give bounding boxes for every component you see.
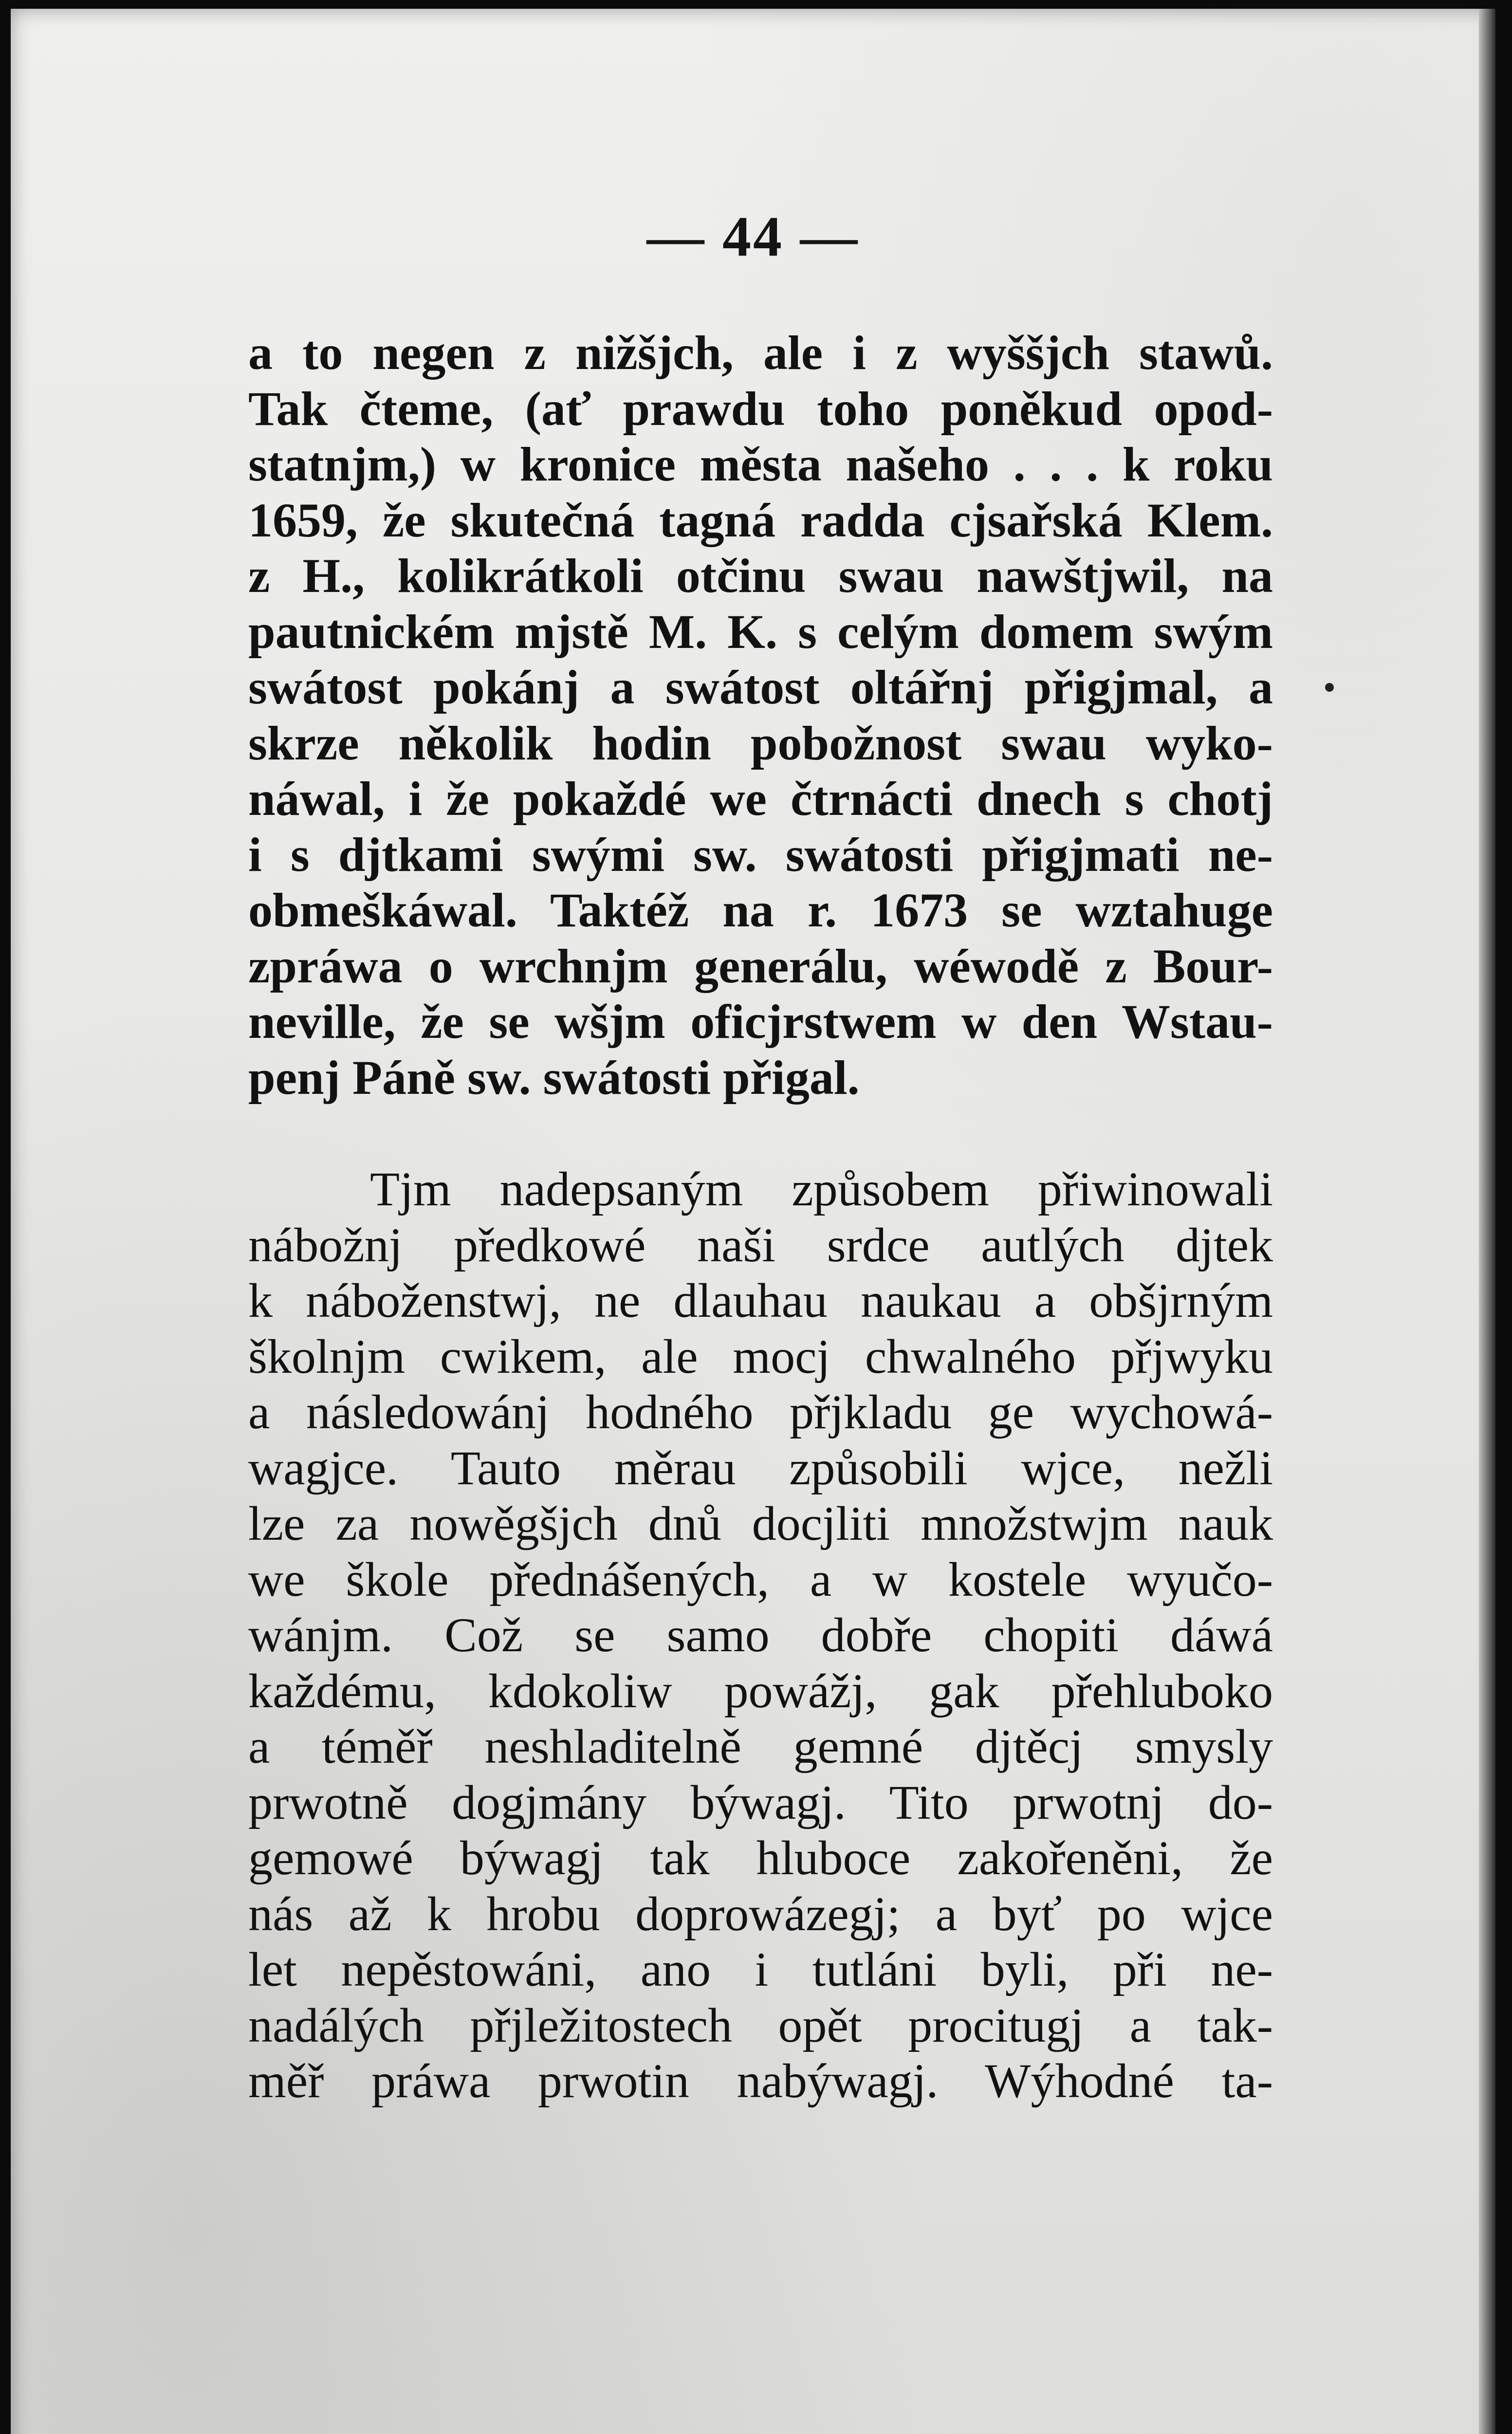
ink-speck xyxy=(1325,683,1334,692)
book-page xyxy=(11,9,1495,2434)
text-line: každému, kdokoliw powážj, gak přehluboko xyxy=(248,1663,1273,1718)
text-line: lze za nowěgšjch dnů docjliti množstwjm nauk xyxy=(248,1496,1273,1550)
text-line: Tjm nadepsaným způsobem přiwinowali xyxy=(370,1162,1273,1216)
text-line: k náboženstwj, ne dlauhau naukau a obšjrným xyxy=(248,1273,1273,1328)
text-line: nás až k hrobu doprowázegj; a byť po wjce xyxy=(248,1886,1273,1941)
paragraph-2 xyxy=(248,1162,1273,2109)
text-line: školnjm cwikem, ale mocj chwalného přjwyku xyxy=(248,1329,1273,1383)
text-line: a to negen z nižšjch, ale i z wyššjch stawů. xyxy=(248,326,1273,380)
text-line: zpráwa o wrchnjm generálu, wéwodě z Bour- xyxy=(248,939,1273,993)
paragraph-1 xyxy=(248,325,1273,1106)
page-edge-shadow xyxy=(1479,9,1495,2434)
text-line: nadálých přjležitostech opět procitugj a tak- xyxy=(248,1998,1273,2052)
text-line: swátost pokánj a swátost oltářnj přigjmal, a xyxy=(248,660,1273,714)
text-line: a následowánj hodného přjkladu ge wychowá- xyxy=(248,1385,1273,1439)
text-line: měř práwa prwotin nabýwagj. Wýhodné ta- xyxy=(248,2054,1273,2108)
text-line: pautnickém mjstě M. K. s celým domem swým xyxy=(248,604,1273,659)
text-line: i s djtkami swými sw. swátosti přigjmati ne- xyxy=(248,827,1273,882)
text-line: nábožnj předkowé naši srdce autlých djtek xyxy=(248,1217,1273,1272)
text-line: obmeškáwal. Taktéž na r. 1673 se wztahuge xyxy=(248,883,1273,937)
text-line: Tak čteme, (ať prawdu toho poněkud opod- xyxy=(248,381,1273,436)
paragraph-gap xyxy=(248,1106,1273,1162)
text-line: náwal, i že pokaždé we čtrnácti dnech s chotj xyxy=(248,772,1273,826)
body-text xyxy=(248,325,1273,2109)
text-line: statnjm,) w kronice města našeho . . . k roku xyxy=(248,437,1273,491)
text-line: let nepěstowáni, ano i tutláni byli, při ne- xyxy=(248,1942,1273,1996)
text-line: z H., kolikrátkoli otčinu swau nawštjwil, na xyxy=(248,549,1273,603)
text-line: we škole přednášených, a w kostele wyučo- xyxy=(248,1552,1273,1606)
text-line: penj Páně sw. swátosti přigal. xyxy=(248,1050,860,1105)
text-line: skrze několik hodin pobožnost swau wyko- xyxy=(248,716,1273,770)
text-line: prwotně dogjmány býwagj. Tito prwotnj do- xyxy=(248,1775,1273,1829)
text-line: neville, že se wšjm oficjrstwem w den Wstau- xyxy=(248,995,1273,1049)
page-number: — 44 — xyxy=(646,204,860,268)
text-line: wagjce. Tauto měrau způsobili wjce, nežli xyxy=(248,1440,1273,1495)
text-line: 1659, že skutečná tagná radda cjsařská Klem. xyxy=(248,493,1273,547)
text-line: wánjm. Což se samo dobře chopiti dáwá xyxy=(248,1608,1273,1662)
text-line: gemowé býwagj tak hluboce zakořeněni, že xyxy=(248,1831,1273,1885)
text-line: a téměř neshladitelně gemné djtěcj smysly xyxy=(248,1719,1273,1773)
